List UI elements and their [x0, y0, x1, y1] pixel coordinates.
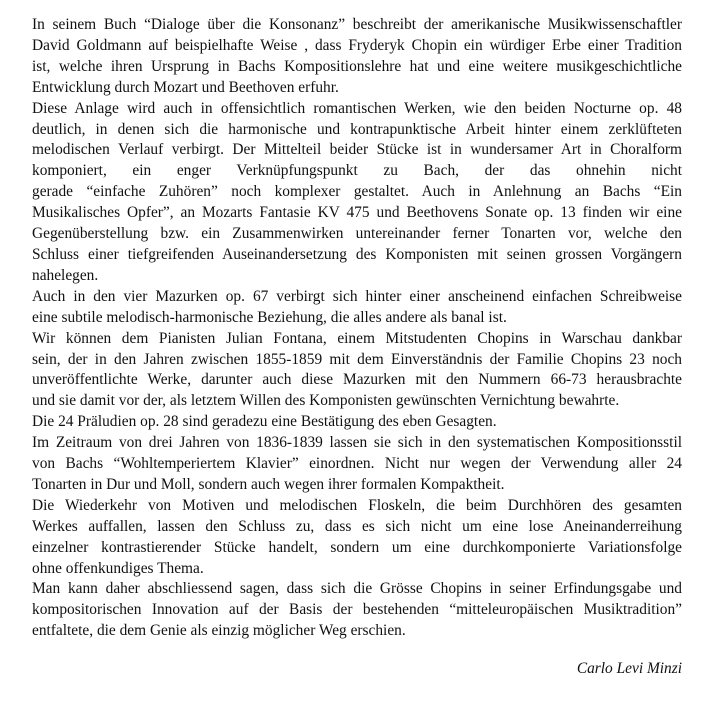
- text-line: und sie damit vor der, als letztem Willen des Komponisten gewünschten Vernichtung bewahrte.: [32, 392, 620, 410]
- text-line: Musikalisches Opfer”, an Mozarts Fantasie KV 475 und Beethovens Sonate op. 13 finden wir eine: [32, 204, 682, 222]
- text-line: einzelner kontrastierender Stücke handelt, sondern um eine durchkomponierte Variationsfolge: [32, 538, 682, 556]
- paragraph-4: [32, 329, 682, 413]
- paragraph-8: [32, 579, 682, 642]
- text-line: Schluss einer tiefgreifenden Auseinandersetzung des Komponisten mit seinen grossen Vorgängern: [32, 245, 682, 263]
- text-line: entfaltete, die dem Genie als einzig möglicher Weg erschien.: [32, 622, 406, 640]
- text-line: melodischen Verlauf verbirgt. Der Mittelteil beider Stücke ist in wundersamer Art in Choralform: [32, 141, 682, 159]
- text-line: Die 24 Präludien op. 28 sind geradezu eine Bestätigung des eben Gesagten.: [32, 413, 497, 431]
- paragraph-7: [32, 496, 682, 580]
- text-line: In seinem Buch “Dialoge über die Konsonanz” beschreibt der amerikanische Musikwissenschaftler: [32, 16, 682, 33]
- text-line: gerade “einfache Zuhören” noch komplexer gestaltet. Auch in Anlehnung an Bachs “Ein: [32, 183, 682, 201]
- text-line: deutlich, in denen sich die harmonische und kontrapunktische Arbeit hinter einem zerklüfteten: [32, 120, 682, 138]
- paragraph-2: [32, 99, 682, 287]
- text-line: kompositorischen Innovation auf der Basis der bestehenden “mitteleuropäischen Musiktradition”: [32, 601, 682, 619]
- text-line: Auch in den vier Mazurken op. 67 verbirgt sich hinter einer anscheinend einfachen Schreibweise: [32, 287, 682, 305]
- text-line: ohne offenkundiges Thema.: [32, 559, 204, 577]
- text-line: Die Wiederkehr von Motiven und melodischen Floskeln, die beim Durchhören des gesamten: [32, 496, 682, 514]
- text-line: Diese Anlage wird auch in offensichtlich romantischen Werken, wie den beiden Nocturne op. 48: [32, 99, 682, 117]
- text-line: Wir können dem Pianisten Julian Fontana, einem Mitstudenten Chopins in Warschau dankbar: [32, 329, 682, 347]
- article-body: [32, 15, 682, 642]
- text-line: nahelegen.: [32, 266, 99, 284]
- text-line: von Bachs “Wohltemperiertem Klavier” einordnen. Nicht nur wegen der Verwendung aller 24: [32, 455, 682, 473]
- text-line: sein, der in den Jahren zwischen 1855-1859 mit dem Einverständnis der Familie Chopins 23 noch: [32, 350, 682, 368]
- text-line: David Goldmann auf beispielhafte Weise , dass Fryderyk Chopin ein würdiger Erbe einer Tradition: [32, 36, 682, 54]
- text-line: komponiert, ein enger Verknüpfungspunkt zu Bach, der das ohnehin nicht: [32, 162, 682, 180]
- text-line: eine subtile melodisch-harmonische Beziehung, die alles andere als banal ist.: [32, 308, 507, 326]
- text-line: Man kann daher abschliessend sagen, dass sich die Grösse Chopins in seiner Erfindungsgabe und: [32, 580, 682, 598]
- text-line: Entwicklung durch Mozart und Beethoven erfuhr.: [32, 78, 339, 96]
- paragraph-1: [32, 15, 682, 99]
- author-signature: Carlo Levi Minzi: [576, 660, 682, 677]
- paragraph-5: [32, 412, 682, 433]
- text-line: Tonarten in Dur und Moll, sondern auch wegen ihrer formalen Kompaktheit.: [32, 475, 505, 493]
- text-line: Gegenüberstellung bzw. ein Zusammenwirken untereinander ferner Tonarten vor, welche den: [32, 225, 682, 243]
- paragraph-6: [32, 433, 682, 496]
- text-line: Werkes auffallen, lassen den Schluss zu, dass es sich nicht um eine lose Aneinanderreihung: [32, 517, 682, 535]
- text-line: ist, welche ihren Ursprung in Bachs Kompositionslehre hat und eine weitere musikgeschichtliche: [32, 57, 682, 75]
- text-line: unveröffentlichte Werke, darunter auch diese Mazurken mit den Nummern 66-73 herausbrachte: [32, 371, 682, 389]
- paragraph-3: [32, 287, 682, 329]
- text-line: Im Zeitraum von drei Jahren von 1836-1839 lassen sie sich in den systematischen Kompositionsstil: [32, 434, 682, 452]
